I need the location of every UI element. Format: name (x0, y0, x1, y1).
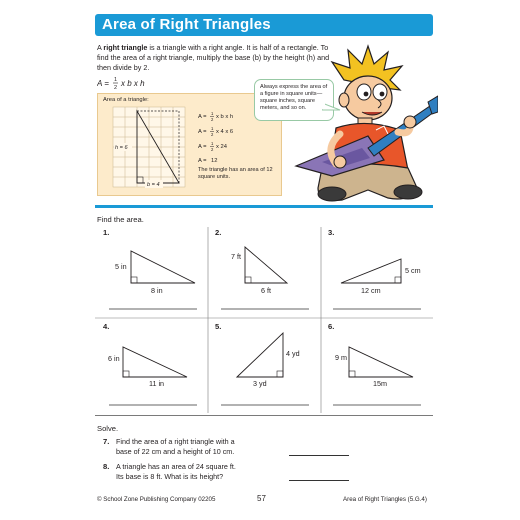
footer-copyright: © School Zone Publishing Company 02205 (97, 496, 216, 503)
problem-6-number: 6. (328, 322, 335, 331)
step-3-den: 2 (211, 147, 214, 152)
problem-6-triangle (349, 347, 413, 377)
problem-1-side-a: 5 in (115, 262, 127, 271)
intro-lead: A (97, 43, 104, 52)
problem-3-triangle (341, 259, 401, 283)
question-7-line-2: base of 22 cm and a height of 10 cm. (116, 447, 235, 456)
footer-topic: Area of Right Triangles (5.G.4) (343, 496, 427, 503)
problem-1-triangle (131, 251, 195, 283)
step-2-num: 1 (211, 126, 214, 131)
eye-right (373, 84, 387, 100)
intro-term: right triangle (103, 43, 148, 52)
base-label: b = 4 (147, 182, 160, 188)
question-7-number: 7. (103, 437, 110, 446)
step-3-prefix: A = (198, 144, 207, 150)
example-grid (105, 105, 195, 191)
step-4-suffix: 12 (211, 158, 218, 164)
step-1-den: 2 (211, 117, 214, 122)
shoe-left (318, 187, 346, 201)
shoe-right (394, 185, 422, 199)
problem-1-side-b: 8 in (151, 286, 163, 295)
problem-3-number: 3. (328, 228, 335, 237)
step-1-suffix: x b x h (216, 114, 234, 120)
problem-5-number: 5. (215, 322, 222, 331)
problem-2-side-a: 7 ft (231, 252, 241, 261)
step-4-prefix: A = (198, 158, 207, 164)
question-8-number: 8. (103, 462, 110, 471)
step-3-num: 1 (211, 141, 214, 146)
example-note: The triangle has an area of 12 square units. (198, 167, 273, 180)
boy-guitar-illustration (292, 44, 438, 206)
tip-bubble: Always express the area of a figure in square units—square inches, square meters, and so on. (254, 79, 334, 121)
problem-3-side-b: 12 cm (361, 286, 381, 295)
question-7-line-1: Find the area of a right triangle with a (116, 437, 235, 446)
formula-num: 1 (114, 77, 118, 83)
problem-6-side-b: 15m (373, 379, 387, 388)
intro-text: is a triangle with a right angle. It is half of a rectangle. To find the area of a right triangle, multiply the base (b) by the height (h) and then divide by 2. (97, 43, 330, 72)
problem-4-number: 4. (103, 322, 110, 331)
question-8-line-1: A triangle has an area of 24 square ft. (116, 462, 236, 471)
area-formula (97, 74, 177, 92)
problem-4-side-a: 6 in (108, 354, 120, 363)
example-label: Area of a triangle: (103, 97, 149, 103)
question-8-answer-line[interactable] (289, 480, 349, 481)
problem-3-side-a: 5 cm (405, 266, 421, 275)
step-2-suffix: x 4 x 6 (216, 129, 234, 135)
problem-5-side-a: 4 yd (286, 349, 300, 358)
section-divider (95, 205, 433, 208)
solve-heading: Solve. (97, 424, 119, 433)
formula-den: 2 (114, 85, 118, 91)
question-8-text (116, 462, 296, 482)
problem-4-side-b: 11 in (149, 379, 165, 388)
problems-grid (95, 225, 435, 415)
hand-left (334, 156, 346, 168)
step-1-num: 1 (211, 111, 214, 116)
formula-prefix: A = (97, 79, 109, 88)
problem-5-side-b: 3 yd (253, 379, 267, 388)
ear (339, 93, 349, 107)
problem-4-triangle (123, 347, 187, 377)
step-3-suffix: x 24 (216, 144, 227, 150)
eye-left (357, 84, 371, 100)
step-2-den: 2 (211, 132, 214, 137)
problem-6-side-a: 9 m (335, 353, 347, 362)
question-7-text (116, 437, 296, 457)
height-label: h = 6 (115, 145, 128, 151)
problem-2-number: 2. (215, 228, 222, 237)
find-heading: Find the area. (97, 215, 144, 224)
problem-5-triangle (237, 333, 283, 377)
problem-2-side-b: 6 ft (261, 286, 271, 295)
step-2-prefix: A = (198, 129, 207, 135)
problem-2-triangle (245, 247, 287, 283)
problem-1-number: 1. (103, 228, 110, 237)
solve-divider (95, 415, 433, 416)
step-1-prefix: A = (198, 114, 207, 120)
question-7-answer-line[interactable] (289, 455, 349, 456)
hand-right (404, 116, 416, 128)
formula-suffix: x b x h (121, 79, 145, 88)
page-title: Area of Right Triangles (102, 16, 271, 33)
page-number: 57 (257, 494, 266, 503)
question-8-line-2: Its base is 8 ft. What is its height? (116, 472, 224, 481)
